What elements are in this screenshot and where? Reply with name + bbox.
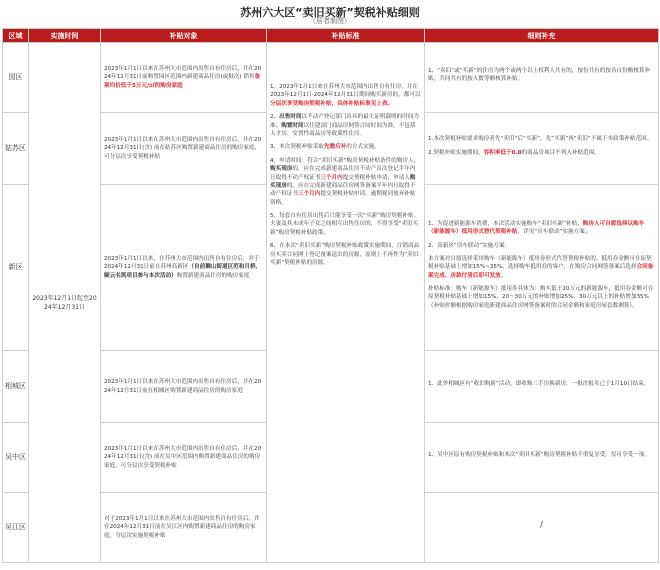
table-header-row — [3, 29, 659, 43]
header-detail: 细则补充 — [425, 29, 659, 43]
text-segment: ，详见“房车联动”实施方案； — [517, 229, 591, 236]
header-standard: 补贴标准 — [267, 29, 425, 43]
text-segment: 3、本次契税补贴采取 — [270, 144, 324, 151]
detail-cell — [425, 423, 659, 493]
paragraph — [428, 135, 655, 143]
paragraph — [270, 212, 421, 237]
text-segment: 购买现房 — [270, 174, 416, 189]
rules-list — [270, 83, 421, 267]
paragraph — [428, 220, 655, 237]
header-district: 区域 — [3, 29, 29, 43]
paragraph — [270, 143, 421, 151]
text-segment: 2.契税补贴实施期间， — [428, 149, 484, 156]
text-segment: 1、为促进新能源车消费，本次活动实施购车“卖旧买新”补贴， — [428, 220, 583, 227]
text-segment: 出售时间 — [279, 114, 302, 121]
target-cell — [101, 351, 267, 423]
text-segment: 分层次享受购房契税补贴，具体补贴标准见上表。 — [270, 100, 394, 107]
text-segment: 的，应在完成新建商品住房网签备案半年内且取得不动产权证书 — [270, 182, 416, 198]
district-cell: 相城区 — [3, 351, 29, 423]
detail-cell — [425, 351, 659, 423]
text-segment: 对于2023年1月1日以来在苏州大市范围内出售自有住房后，并在2024年12月31日前在吴江区内购置新建商品住房的购房家庭，分层次实施契税补贴 — [104, 515, 260, 539]
text-segment: 购买现房 — [270, 166, 293, 173]
page-subtitle: （居者制图） — [309, 17, 351, 25]
target-cell — [101, 113, 267, 185]
text-segment: 提交契税补贴申请。逾期视同放弃补贴资格。 — [270, 191, 416, 206]
text-segment: 购置时间 — [281, 122, 304, 129]
text-segment: 备案均价低于5万元/㎡的购房家庭 — [104, 74, 261, 89]
paragraph — [270, 242, 421, 267]
target-cell — [101, 493, 267, 563]
paragraph — [428, 242, 655, 250]
text-segment: 2、高新区“房车联动”实施方案： — [428, 242, 511, 249]
text-segment: 1、此外相城区有“收旧购新”活动，即收购二手房换新房，一批次报名已于1月10日结束。 — [428, 380, 650, 387]
target-cell — [101, 43, 267, 113]
text-segment: 的，应在完成新建商品住房不动产首次登记半年内且取得不动产权证书 — [270, 166, 416, 181]
text-segment: 的方式实施。 — [346, 144, 380, 151]
text-segment: 购置新建商品住房的购房家庭 — [176, 272, 250, 279]
paragraph — [428, 149, 655, 157]
text-segment: 提交契税补贴申请；申请人 — [342, 174, 410, 181]
detail-cell — [425, 185, 659, 351]
text-segment: 1、“卖旧”或“买新”的住房为两个或两个以上权利人共有的，按份共有的按各自份额核算补贴，共同共有的按人数等额核算补贴。 — [428, 67, 651, 82]
text-segment: 以住建部门商品房网签合同时间为准，不包括人才房、安置性商品房等政策性住房。 — [270, 122, 416, 137]
detail-cell — [425, 493, 659, 563]
text-segment: 2023年1月1日以来在苏州大市范围内出售自有住房后，并在2024年12月31日(含) 前在吴中区范围内购置新建商品住房的购房家庭，可分层次享受契税补贴 — [104, 445, 262, 469]
text-segment: 先缴后补 — [323, 144, 347, 151]
paragraph — [270, 83, 421, 108]
text-segment: 4、申请时间：符合“卖旧买新”购房契税补贴条件的购房人， — [270, 157, 420, 164]
subsidy-rules-cell — [267, 43, 425, 563]
district-cell: 吴江区 — [3, 493, 29, 563]
implementation-time-cell: 2023年12月1日起至2024年12月31日 — [29, 43, 101, 563]
text-segment: ：购车（新能源车）抵用券具体为：购买低于20万元的新能源车，抵用券金额可在原契税补贴基础上增加15%，20～30万元的补贴增加25%，30万元以上的补贴增加35%（补贴价额根据购房家庭新建商品住房网签备案时的合同金额和家庭房屋套数测算）。 — [428, 286, 654, 309]
text-segment: 2023年1月1日以来在苏州大市范围内出售自有住房后，并在2024年12月31日(含) 前在姑苏区购置新建商品住房的购房家庭，可分层次享受契税补贴 — [104, 136, 262, 160]
detail-cell — [425, 113, 659, 185]
paragraph — [428, 451, 655, 459]
text-segment: 1、2023年1月1日来在苏州大市范围内出售自有住房，并在2023年12月1日-2024年12月31日期间购买新房的，都可以 — [270, 84, 421, 99]
district-cell: 吴中区 — [3, 423, 29, 493]
district-cell: 园区 — [3, 43, 29, 113]
text-segment: 2、 — [270, 114, 280, 121]
district-cell: 新区 — [3, 185, 29, 351]
text-segment: 三个月内 — [320, 174, 343, 181]
header-time: 实施时间 — [29, 29, 101, 43]
paragraph — [428, 255, 655, 280]
paragraph — [428, 285, 655, 310]
text-segment: 容积率低于0.8 — [483, 149, 522, 156]
text-segment: 的商品房项目不列入补贴范围。 — [521, 149, 600, 156]
target-cell — [101, 423, 267, 493]
text-segment: 2023年1月1日以来，在苏州大市范围内出售自有住房后，并于2024年12月31日前在苏州高新区 — [104, 255, 260, 271]
text-segment: 以不动产登记部门出具的最主证明载明的时间为准； — [270, 114, 420, 129]
paragraph — [428, 67, 655, 84]
text-segment: 2023年1月1日以来在苏州大市范围内出售自有住房后，并在2024年12月31日前在相城区购置新建商品住房的购房家庭 — [104, 379, 262, 394]
target-cell — [101, 185, 267, 351]
text-segment: 本方案对自愿选择采用购车（新能源车）抵用券形式代替契税补贴的，抵用券金额可在原契税补贴基础上增加15%~35%，选择购车抵用券的客户，在购房合同网签备案后选择 — [428, 255, 652, 271]
text-segment: 6、在本次“卖旧买新”购房契税补贴政策实施期间，注销商品房买卖合同网上登记备案退出的房源，原则上不再作为“卖旧买新”契税补贴的房源。 — [270, 243, 420, 267]
text-segment: 1.本次契税补贴要求购房者先“卖旧”后“买新”，先“买新”再“卖旧”不属于本政策补贴范围。 — [428, 136, 653, 143]
paragraph — [270, 113, 421, 138]
page-title: 苏州六大区“卖旧买新”契税补贴细则 — [240, 6, 420, 19]
district-cell: 姑苏区 — [3, 113, 29, 185]
text-segment: 。 — [500, 272, 507, 279]
text-segment: 2023年1月1日以来在苏州大市范围内出售自有住房后，并在2024年12月31日前购置园区范围内新建商品住房(或批次) 销售 — [104, 65, 262, 81]
text-segment: （自前狮山街道区范和月桥、颐云名筑项目参与本次活动） — [104, 264, 262, 279]
paragraph — [270, 157, 421, 207]
detail-cell — [425, 43, 659, 113]
text-segment: 购房人可自愿选择以购车（新能源车）抵用形式替代契税补贴 — [428, 220, 645, 236]
text-segment: 1、吴中区原有购房契税补贴和本次“卖旧买新”购房契税补贴不重复享受，仅可享受一项。 — [428, 451, 650, 458]
text-segment: 合同备案完成、房款付清后即可发放 — [428, 264, 654, 279]
subsidy-table — [2, 28, 659, 563]
text-segment: / — [540, 520, 543, 529]
paragraph — [428, 519, 655, 531]
paragraph — [428, 380, 655, 388]
text-segment: 三个月内 — [297, 191, 321, 198]
text-segment: 5、每套自有住房出售后只能享受一次“买新”购房契税补贴。夫妻及其未成年子女之间相互出售住房的，不得享受“卖旧买新”购房契税补贴政策。 — [270, 213, 420, 236]
text-segment: 补贴标准 — [428, 286, 451, 293]
table-row — [3, 43, 659, 113]
header-target: 补贴对象 — [101, 29, 267, 43]
